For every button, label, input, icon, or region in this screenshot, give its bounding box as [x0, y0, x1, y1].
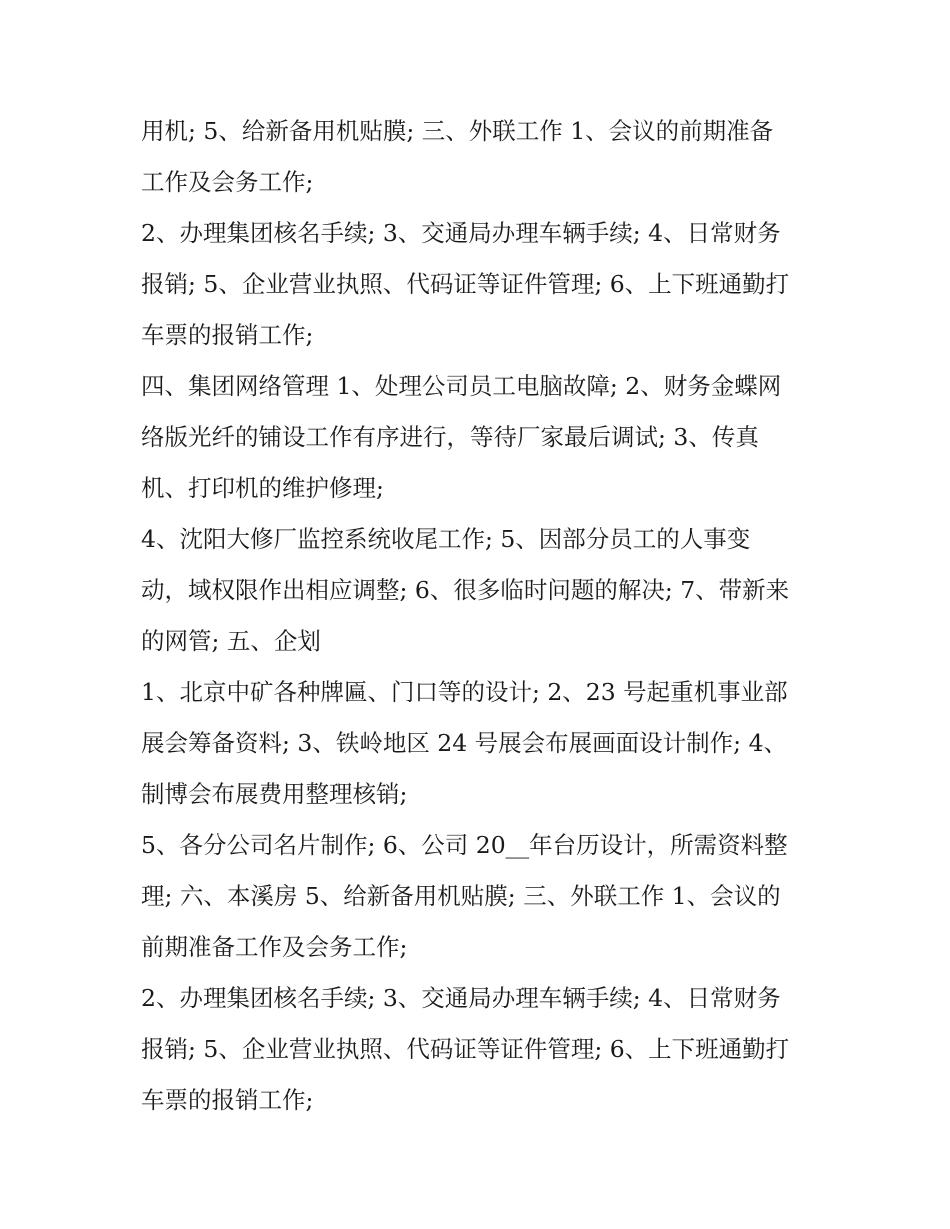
paragraph-6: 5、各分公司名片制作; 6、公司 20__年台历设计，所需资料整 理; 六、本溪房 5、给新备用机贴膜; 三、外联工作 1、会议的 前期准备工作及会务工作; — [141, 831, 788, 961]
document-body — [141, 106, 821, 1126]
paragraph-4: 4、沈阳大修厂监控系统收尾工作; 5、因部分员工的人事变 动，域权限作出相应调整; 6、很多临时问题的解决; 7、带新来 的网管; 五、企划 — [141, 525, 790, 655]
paragraph-1: 用机; 5、给新备用机贴膜; 三、外联工作 1、会议的前期准备 工作及会务工作; — [141, 117, 774, 196]
paragraph-2: 2、办理集团核名手续; 3、交通局办理车辆手续; 4、日常财务 报销; 5、企业营业执照、代码证等证件管理; 6、上下班通勤打 车票的报销工作; — [141, 219, 790, 349]
paragraph-3: 四、集团网络管理 1、处理公司员工电脑故障; 2、财务金蝶网 络版光纤的铺设工作有序进行，等待厂家最后调试; 3、传真 机、打印机的维护修理; — [141, 372, 782, 502]
paragraph-7: 2、办理集团核名手续; 3、交通局办理车辆手续; 4、日常财务 报销; 5、企业营业执照、代码证等证件管理; 6、上下班通勤打 车票的报销工作; — [141, 984, 790, 1114]
paragraph-5: 1、北京中矿各种牌匾、门口等的设计; 2、23 号起重机事业部 展会筹备资料; 3、铁岭地区 24 号展会布展画面设计制作; 4、 制博会布展费用整理核销; — [141, 678, 788, 808]
